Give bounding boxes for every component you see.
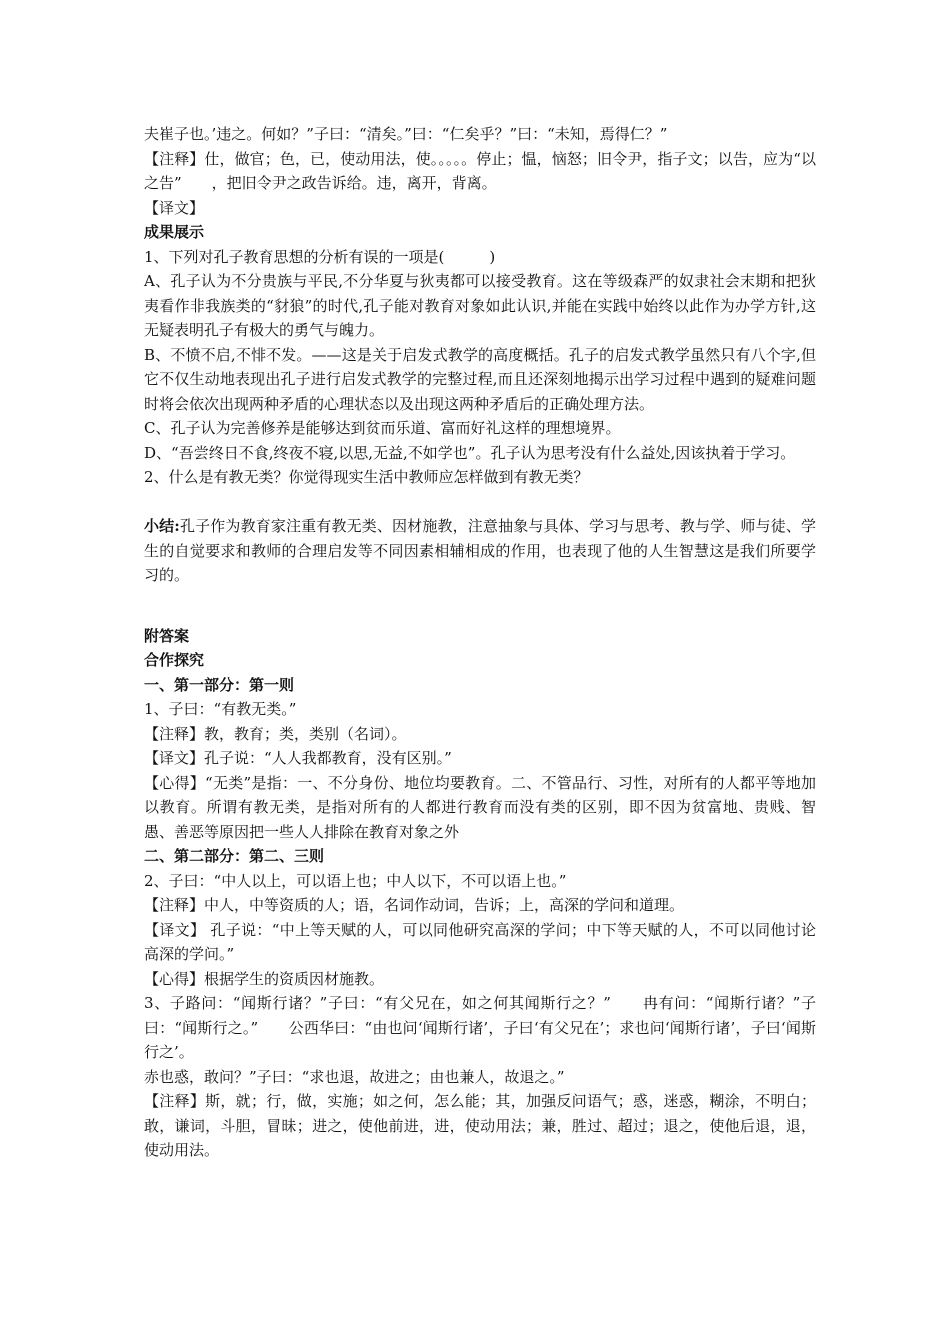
summary-text: 孔子作为教育家注重有教无类、因材施教，注意抽象与具体、学习与思考、教与学、师与徒、学生的自觉要求和教师的合理启发等不同因素相辅相成的作用，也表现了他的人生智慧这是我们所要学习的。 — [144, 517, 816, 584]
part-2-title: 二、第二部分：第二、三则 — [144, 847, 325, 865]
section-heading-results: 成果展示 — [144, 223, 205, 241]
part-3-quote-continued: 赤也惑，敢问？”子曰：“求也退，故进之；由也兼人，故退之。” — [144, 1067, 565, 1086]
question-1: 1、下列对孔子教育思想的分析有误的一项是( ) — [144, 247, 496, 266]
part-2-reflection: 【心得】根据学生的资质因材施教。 — [144, 969, 385, 988]
part-2-quote: 2、子曰：“中人以上，可以语上也；中人以下，不可以语上也。” — [144, 871, 567, 890]
section-heading-answers: 附答案 — [144, 626, 190, 645]
part-3-quote: 3、子路问：“闻斯行诸？”子曰：“有父兄在，如之何其闻斯行之？” 冉有问：“闻斯行诸？”子曰：“闻斯行之。” 公西华曰：“由也问‘闻斯行诸’，子曰‘有父兄在’；求也问‘闻斯行诸’，子曰‘闻斯行之’。 — [144, 994, 816, 1061]
spacer — [144, 490, 816, 515]
part-1-quote: 1、子曰：“有教无类。” — [144, 700, 297, 718]
part-3-note: 【注释】斯，就；行，做，实施；如之何，怎么能；其，加强反问语气；惑，迷惑，糊涂，不明白；敢，谦词，斗胆，冒昧；进之，使他前进，进，使动用法；兼，胜过、超过；退之，使他后退，退，使动用法。 — [144, 1092, 816, 1159]
annotation-note: 【注释】仕，做官；色，已，使动用法，使。。。。。停止；愠，恼怒；旧令尹，指子文；以告，应为“以之告” ，把旧令尹之政告诉给。违，离开，背离。 — [144, 149, 816, 192]
part-1-translation: 【译文】孔子说：“人人我都教育，没有区别。” — [144, 749, 452, 767]
part-1-note: 【注释】教，教育；类，类别（名词）。 — [144, 724, 407, 743]
summary-paragraph — [144, 514, 816, 588]
option-a: A、孔子认为不分贵族与平民,不分华夏与狄夷都可以接受教育。这在等级森严的奴隶社会末期和把狄夷看作非我族类的“豺狼”的时代,孔子能对教育对象如此认识,并能在实践中始终以此作为办学方针,这无疑表明孔子有极大的勇气与魄力。 — [144, 272, 816, 339]
part-2-translation: 【译文】 孔子说：“中上等天赋的人，可以同他研究高深的学问；中下等天赋的人，不可以同他讨论高深的学问。” — [144, 920, 816, 963]
translation-label: 【译文】 — [144, 198, 205, 217]
option-d: D、“吾尝终日不食,终夜不寝,以思,无益,不如学也”。孔子认为思考没有什么益处,因该执着于学习。 — [144, 443, 796, 462]
part-2-note: 【注释】中人，中等资质的人；语，名词作动词，告诉；上，高深的学问和道理。 — [144, 896, 685, 914]
document-page — [144, 122, 816, 1163]
option-b: B、不愤不启,不悱不发。——这是关于启发式教学的高度概括。孔子的启发式教学虽然只有八个字,但它不仅生动地表现出孔子进行启发式教学的完整过程,而且还深刻地揭示出学习过程中遇到的疑难问题时将会依次出现两种矛盾的心理状态以及出现这两种矛盾后的正确处理方法。 — [144, 345, 816, 413]
part-1-reflection: 【心得】“无类”是指：一、不分身份、地位均要教育。二、不管品行、习性，对所有的人都平等地加以教育。所谓有教无类，是指对所有的人都进行教育而没有类的区别，即不因为贫富地、贵贱、智愚、善恶等原因把一些人人排除在教育对象之外 — [144, 773, 816, 841]
spacer — [144, 588, 816, 624]
summary-label: 小结: — [144, 517, 180, 535]
option-c: C、孔子认为完善修养是能够达到贫而乐道、富而好礼这样的理想境界。 — [144, 419, 621, 437]
part-1-title: 一、第一部分：第一则 — [144, 675, 295, 694]
question-2: 2、什么是有教无类？你觉得现实生活中教师应怎样做到有教无类？ — [144, 468, 589, 486]
subheading-cooperation: 合作探究 — [144, 651, 205, 669]
text-line: 夫崔子也。’违之。何如？”子曰：“清矣。”曰：“仁矣乎？”曰：“未知，焉得仁？” — [144, 125, 668, 143]
